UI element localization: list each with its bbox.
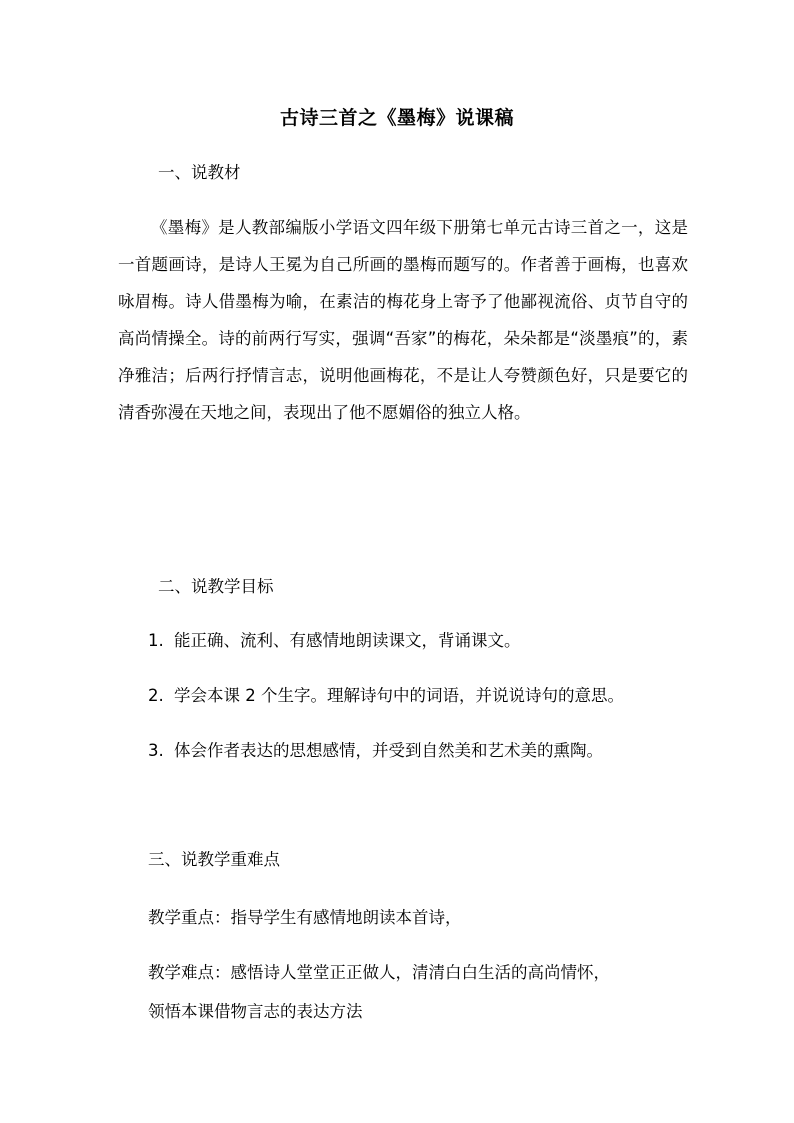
goal-number: 1. <box>148 631 164 650</box>
section-heading-textbook: 一、说教材 <box>158 163 241 182</box>
goal-text: 体会作者表达的思想感情，并受到自然美和艺术美的熏陶。 <box>174 741 603 760</box>
document-title: 古诗三首之《墨梅》说课稿 <box>279 107 514 129</box>
goal-number: 3. <box>148 741 164 760</box>
difficult-point-line: 教学难点：感悟诗人堂堂正正做人，清清白白生活的高尚情怀， <box>148 963 610 982</box>
goal-text: 学会本课 2 个生字。理解诗句中的词语，并说说诗句的意思。 <box>174 686 624 705</box>
section-heading-key-points: 三、说教学重难点 <box>148 850 280 869</box>
key-point-line: 教学重点：指导学生有感情地朗读本首诗， <box>148 908 462 927</box>
goal-number: 2. <box>148 686 164 705</box>
difficult-point-continuation: 领悟本课借物言志的表达方法 <box>148 1002 363 1021</box>
textbook-paragraph: 《墨梅》是人教部编版小学语文四年级下册第七单元古诗三首之一，这是一首题画诗，是诗人王冕为自己所画的墨梅而题写的。作者善于画梅，也喜欢咏眉梅。诗人借墨梅为喻，在素洁的梅花身上寄予了他鄙视流俗、贞节自守的高尚情操全。诗的前两行写实，强调“吾家”的梅花，朵朵都是“淡墨痕”的，素净雅洁；后两行抒情言志，说明他画梅花，不是让人夸赞颜色好，只是要它的清香弥漫在天地之间，表现出了他不愿媚俗的独立人格。 <box>118 218 688 422</box>
goal-item-1 <box>148 628 521 654</box>
goal-item-3 <box>148 738 603 764</box>
section-heading-goals: 二、说教学目标 <box>158 577 274 596</box>
goal-text: 能正确、流利、有感情地朗读课文，背诵课文。 <box>174 631 521 650</box>
goal-item-2 <box>148 683 624 709</box>
